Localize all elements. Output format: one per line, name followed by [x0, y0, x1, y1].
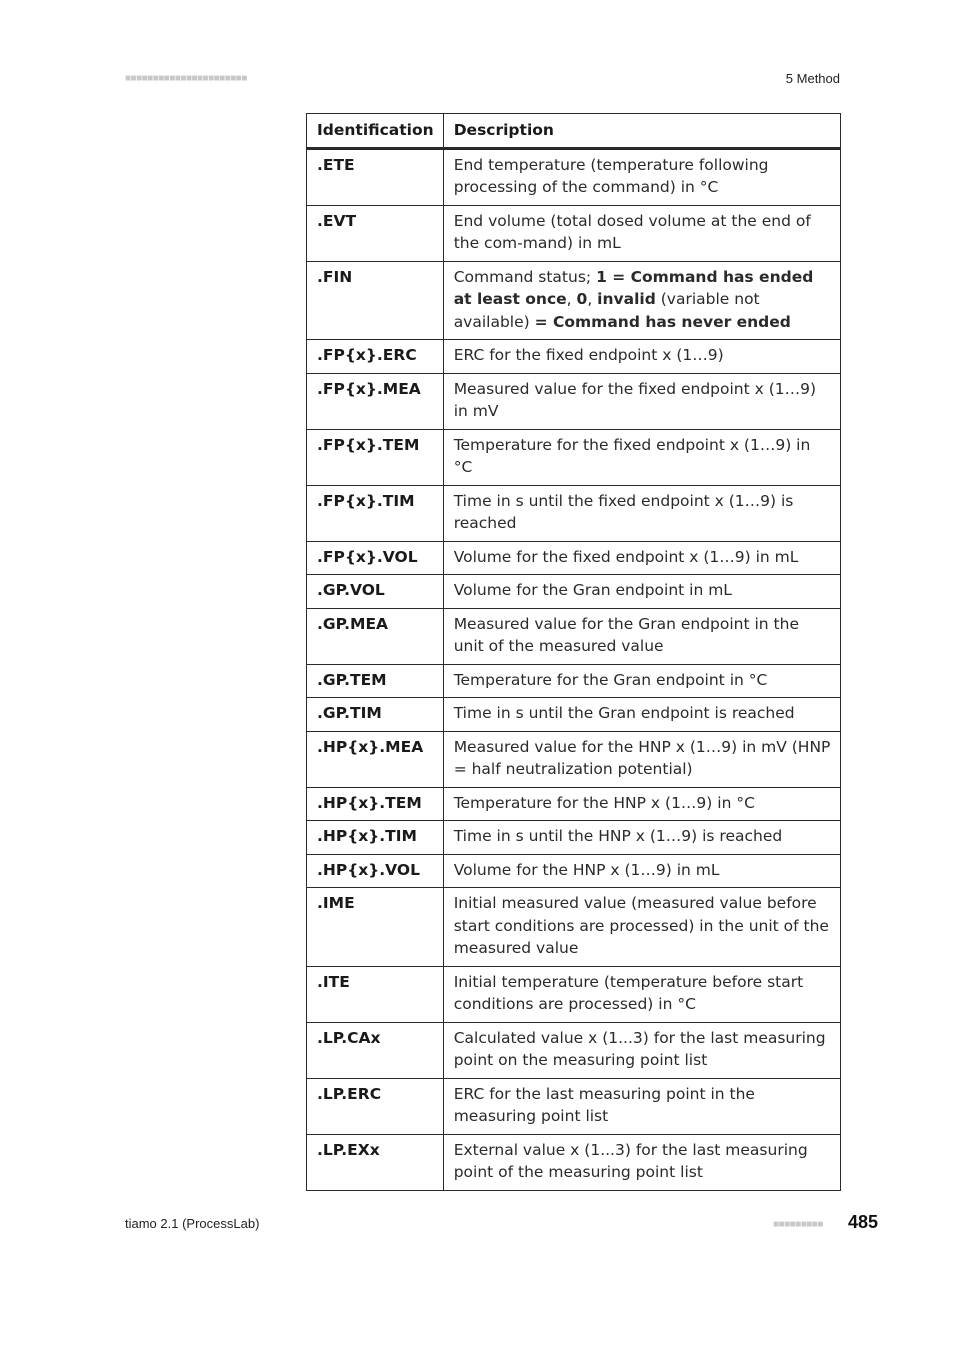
table-row — [307, 731, 841, 787]
description-cell — [443, 854, 840, 888]
table-body — [307, 148, 841, 1190]
identification-cell: .EVT — [307, 205, 444, 261]
description-cell — [443, 1078, 840, 1134]
column-header-description: Description — [443, 114, 840, 149]
table-row — [307, 664, 841, 698]
description-text: ERC for the fixed endpoint x (1…9) — [453, 346, 724, 364]
footer-decoration: ■■■■■■■■■ — [773, 1219, 823, 1230]
description-text: ERC for the last measuring point in the measuring point list — [453, 1084, 755, 1125]
description-cell — [443, 373, 840, 429]
table-row — [307, 205, 841, 261]
description-cell — [443, 664, 840, 698]
table-header-row — [307, 114, 841, 149]
table-row — [307, 373, 841, 429]
description-text: Initial temperature (temperature before start conditions are processed) in °C — [453, 972, 804, 1013]
table-row — [307, 541, 841, 575]
description-cell — [443, 966, 840, 1022]
description-text: Volume for the HNP x (1…9) in mL — [453, 860, 720, 879]
description-text: Measured value for the HNP x (1…9) in mV (HNP = half neutralization potential) — [453, 737, 831, 778]
table-row — [307, 888, 841, 967]
description-text: Time in s until the Gran endpoint is reached — [453, 704, 795, 722]
page-number: 485 — [847, 1212, 878, 1232]
description-bold-text: = Command has never ended — [534, 312, 791, 331]
description-cell — [443, 608, 840, 664]
description-cell — [443, 148, 840, 205]
description-text: Time in s until the fixed endpoint x (1…9) is reached — [453, 491, 794, 532]
table-row — [307, 821, 841, 855]
description-cell — [443, 575, 840, 609]
description-cell — [443, 1134, 840, 1190]
product-name: tiamo 2.1 (ProcessLab) — [125, 1216, 260, 1231]
identification-cell: .HP{x}.VOL — [307, 854, 444, 888]
table-row — [307, 485, 841, 541]
identification-cell: .FP{x}.VOL — [307, 541, 444, 575]
identification-cell: .ETE — [307, 148, 444, 205]
identification-cell: .FP{x}.TEM — [307, 429, 444, 485]
description-cell — [443, 541, 840, 575]
table-row — [307, 575, 841, 609]
table-row — [307, 1078, 841, 1134]
identification-cell: .FP{x}.MEA — [307, 373, 444, 429]
description-text: Measured value for the fixed endpoint x (1…9) in mV — [453, 379, 817, 420]
description-text: Command status; — [453, 267, 597, 286]
identification-cell: .HP{x}.MEA — [307, 731, 444, 787]
description-text: Time in s until the HNP x (1…9) is reached — [453, 827, 783, 845]
table-row — [307, 148, 841, 205]
identification-cell: .FP{x}.TIM — [307, 485, 444, 541]
identification-cell: .HP{x}.TEM — [307, 787, 444, 821]
identification-cell: .GP.TEM — [307, 664, 444, 698]
table-row — [307, 966, 841, 1022]
identification-cell: .LP.ERC — [307, 1078, 444, 1134]
description-cell — [443, 485, 840, 541]
description-cell — [443, 787, 840, 821]
description-text: External value x (1...3) for the last measuring point of the measuring point list — [453, 1140, 808, 1181]
table-row — [307, 698, 841, 732]
identification-cell: .FP{x}.ERC — [307, 340, 444, 374]
description-text: Volume for the fixed endpoint x (1…9) in mL — [453, 547, 799, 566]
identification-cell: .LP.EXx — [307, 1134, 444, 1190]
table-row — [307, 608, 841, 664]
description-bold-text: invalid — [597, 290, 656, 308]
description-cell — [443, 821, 840, 855]
description-cell — [443, 698, 840, 732]
identification-cell: .HP{x}.TIM — [307, 821, 444, 855]
table-row — [307, 1022, 841, 1078]
description-text: Calculated value x (1...3) for the last measuring point on the measuring point list — [453, 1028, 826, 1069]
column-header-identification: Identification — [307, 114, 444, 149]
table-row — [307, 429, 841, 485]
description-cell — [443, 1022, 840, 1078]
description-bold-text: 1 = Command has ended at least once — [453, 267, 814, 308]
description-text: End volume (total dosed volume at the end of the com-mand) in mL — [453, 211, 811, 252]
description-text: Initial measured value (measured value before start conditions are processed) in the unit of the measured value — [453, 894, 829, 957]
table-row — [307, 340, 841, 374]
table-row — [307, 854, 841, 888]
description-text: , — [566, 290, 577, 308]
description-text: End temperature (temperature following processing of the command) in °C — [453, 155, 769, 196]
identification-table — [306, 113, 841, 1191]
table-row — [307, 1134, 841, 1190]
description-bold-text: 0 — [576, 290, 588, 308]
description-cell — [443, 205, 840, 261]
description-text: Temperature for the Gran endpoint in °C — [453, 670, 768, 689]
description-cell — [443, 340, 840, 374]
description-text: Temperature for the HNP x (1…9) in °C — [453, 793, 755, 812]
table-row — [307, 261, 841, 340]
identification-cell: .ITE — [307, 966, 444, 1022]
description-cell — [443, 731, 840, 787]
description-text: Temperature for the fixed endpoint x (1…9) in °C — [453, 435, 811, 476]
table-row — [307, 787, 841, 821]
identification-cell: .GP.TIM — [307, 698, 444, 732]
description-cell — [443, 429, 840, 485]
description-text: Volume for the Gran endpoint in mL — [453, 581, 732, 599]
description-text: Measured value for the Gran endpoint in the unit of the measured value — [453, 614, 799, 655]
section-title: 5 Method — [785, 71, 840, 86]
identification-cell: .LP.CAx — [307, 1022, 444, 1078]
header-decoration: ■■■■■■■■■■■■■■■■■■■■■■ — [125, 73, 247, 84]
identification-cell: .FIN — [307, 261, 444, 340]
description-cell — [443, 888, 840, 967]
description-cell — [443, 261, 840, 340]
identification-cell: .GP.MEA — [307, 608, 444, 664]
identification-cell: .GP.VOL — [307, 575, 444, 609]
description-text: (variable not available) — [453, 290, 760, 331]
description-text: , — [587, 290, 598, 308]
identification-cell: .IME — [307, 888, 444, 967]
